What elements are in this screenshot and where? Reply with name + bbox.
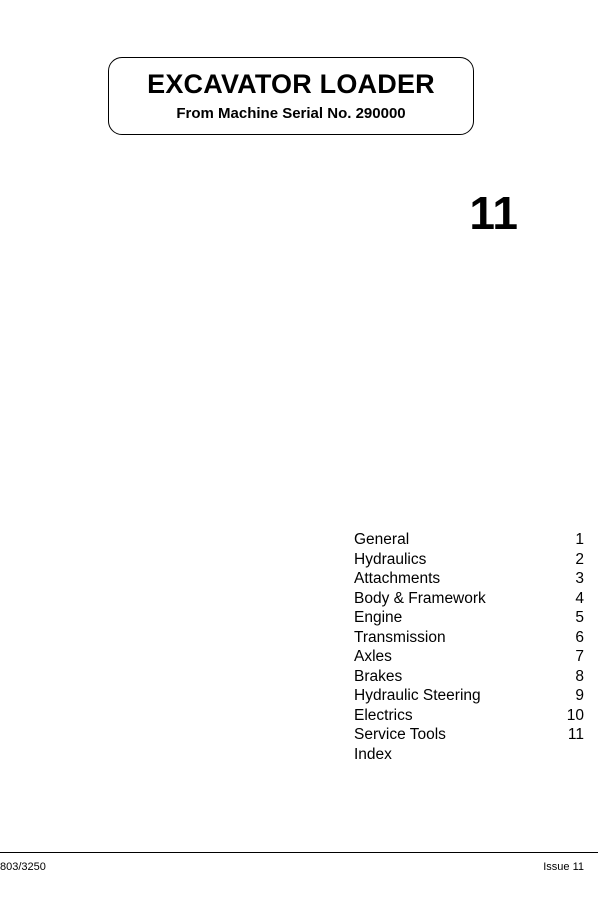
contents-item-label: Electrics (354, 706, 413, 724)
contents-item-label: Brakes (354, 667, 403, 685)
contents-item-label: Hydraulics (354, 550, 427, 568)
document-title: EXCAVATOR LOADER (147, 69, 435, 99)
contents-item-hydraulics[interactable] (354, 550, 584, 570)
contents-item-label: Index (354, 745, 392, 763)
contents-item-label: Service Tools (354, 726, 446, 743)
contents-item-attachments[interactable] (354, 569, 584, 589)
contents-item-axles[interactable] (354, 647, 584, 667)
contents-item-number: 11 (567, 726, 584, 743)
contents-item-label: Body & Framework (354, 589, 486, 607)
contents-item-number: 8 (575, 667, 584, 685)
contents-item-number: 3 (575, 570, 584, 587)
contents-item-body-framework[interactable] (354, 589, 584, 609)
document-subtitle: From Machine Serial No. 290000 (176, 105, 406, 122)
contents-item-label: Hydraulic Steering (354, 687, 481, 704)
contents-item-number: 7 (575, 648, 584, 665)
contents-item-number: 6 (575, 628, 584, 646)
contents-item-general[interactable] (354, 530, 584, 550)
contents-item-transmission[interactable] (354, 628, 584, 648)
contents-item-engine[interactable] (354, 608, 584, 628)
contents-item-service-tools[interactable] (354, 725, 584, 745)
document-code: 803/3250 (0, 861, 46, 873)
contents-item-number: 4 (575, 589, 584, 607)
contents-item-electrics[interactable] (354, 706, 584, 726)
contents-item-hydraulic-steering[interactable] (354, 686, 584, 706)
section-number: 11 (469, 187, 518, 239)
contents-item-label: General (354, 531, 410, 548)
issue-label: Issue 11 (543, 861, 584, 873)
contents-list (354, 530, 584, 764)
contents-item-label: Engine (354, 609, 403, 626)
title-box (108, 57, 474, 135)
contents-item-label: Axles (354, 648, 392, 665)
contents-item-number: 10 (566, 706, 584, 724)
contents-item-brakes[interactable] (354, 667, 584, 687)
footer-divider (0, 852, 598, 853)
contents-item-number: 2 (575, 550, 584, 568)
contents-item-label: Attachments (354, 570, 441, 587)
contents-item-number: 9 (575, 687, 584, 704)
contents-item-number: 1 (575, 531, 584, 548)
contents-item-index[interactable] (354, 745, 584, 765)
contents-item-number: 5 (575, 609, 584, 626)
contents-item-label: Transmission (354, 628, 446, 646)
